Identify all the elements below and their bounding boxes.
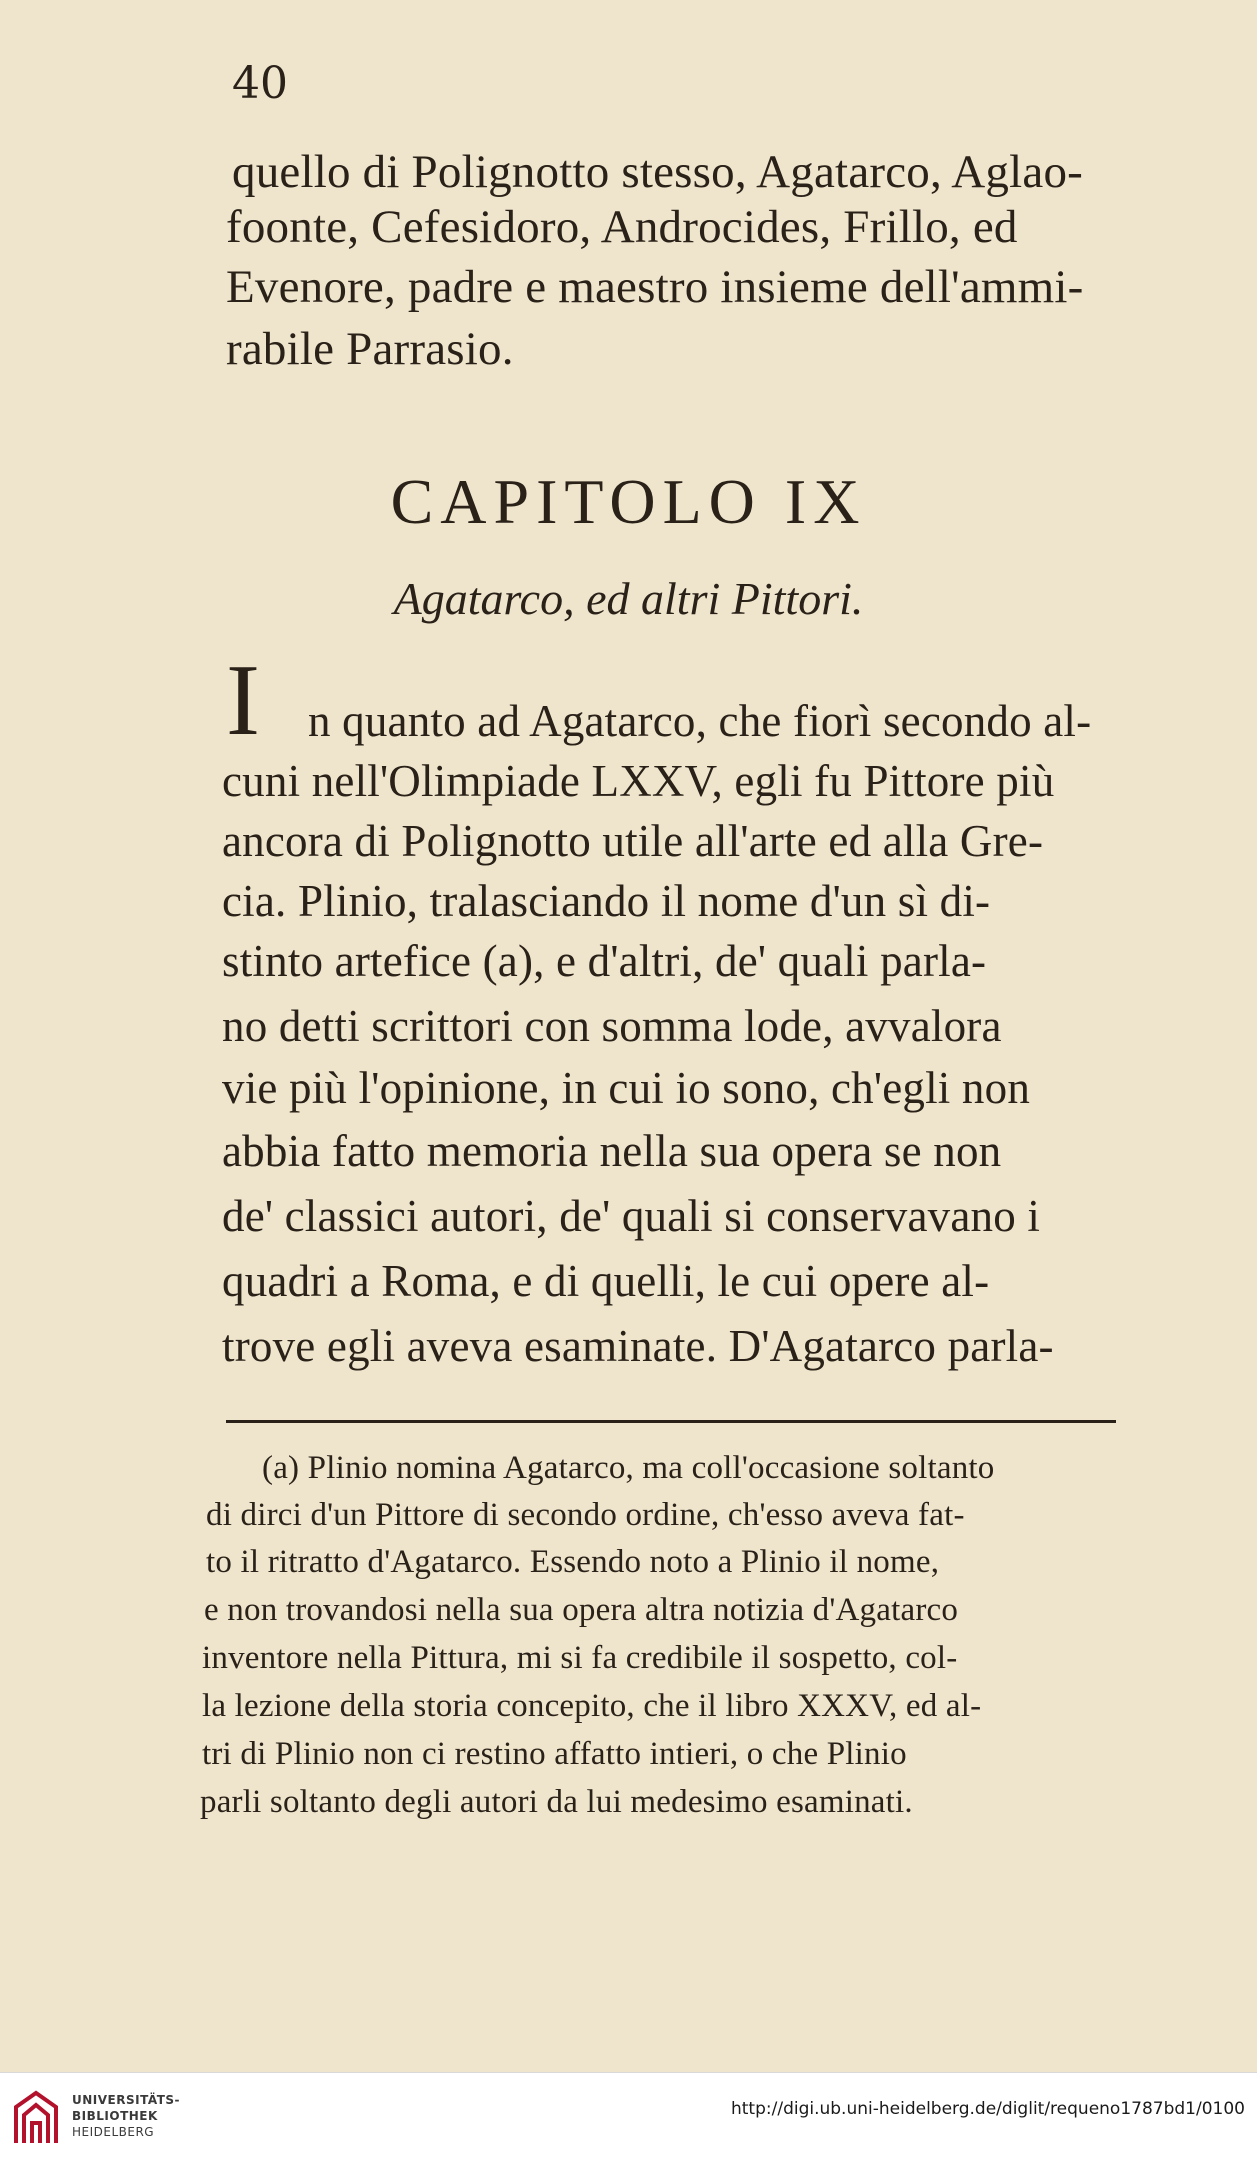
body-line: cia. Plinio, tralasciando il nome d'un sì di-	[222, 876, 991, 926]
drop-cap: I	[226, 644, 260, 757]
body-line: stinto artefice (a), e d'altri, de' quali parla-	[222, 936, 987, 986]
digitization-footer	[0, 2072, 1257, 2163]
body-line: cuni nell'Olimpiade LXXV, egli fu Pittore più	[222, 756, 1055, 806]
top-paragraph-line: rabile Parrasio.	[226, 323, 514, 375]
top-paragraph-line: foonte, Cefesidoro, Androcides, Frillo, ed	[226, 201, 1018, 253]
footnote-rule	[226, 1420, 1116, 1423]
body-line: trove egli aveva esaminate. D'Agatarco parla-	[222, 1321, 1054, 1371]
footnote-line: (a) Plinio nomina Agatarco, ma coll'occasione soltanto	[262, 1450, 995, 1486]
body-line: vie più l'opinione, in cui io sono, ch'egli non	[222, 1063, 1031, 1113]
logo-text-line: BIBLIOTHEK	[72, 2109, 158, 2123]
footnote-line: la lezione della storia concepito, che il libro XXXV, ed al-	[202, 1688, 982, 1724]
logo-text-line: HEIDELBERG	[72, 2125, 155, 2139]
footnote-line: tri di Plinio non ci restino affatto intieri, o che Plinio	[202, 1736, 907, 1772]
footnote-line: e non trovandosi nella sua opera altra notizia d'Agatarco	[204, 1592, 959, 1628]
top-paragraph-line: Evenore, padre e maestro insieme dell'ammi-	[226, 261, 1084, 313]
university-library-logo-icon	[12, 2089, 60, 2147]
body-line: ancora di Polignotto utile all'arte ed alla Gre-	[222, 816, 1044, 866]
top-paragraph-line: quello di Polignotto stesso, Agatarco, Aglao-	[232, 146, 1084, 198]
chapter-title: CAPITOLO IX	[390, 466, 867, 537]
footnote-line: parli soltanto degli autori da lui medesimo esaminati.	[200, 1784, 913, 1820]
body-line: n quanto ad Agatarco, che fiorì secondo al-	[308, 696, 1092, 746]
body-line: de' classici autori, de' quali si conservavano i	[222, 1191, 1041, 1241]
footnote-line: to il ritratto d'Agatarco. Essendo noto a Plinio il nome,	[206, 1544, 940, 1580]
chapter-subtitle: Agatarco, ed altri Pittori.	[393, 573, 864, 624]
body-line: abbia fatto memoria nella sua opera se non	[222, 1126, 1002, 1176]
body-line: quadri a Roma, e di quelli, le cui opere al-	[222, 1256, 990, 1306]
page-number: 40	[232, 58, 288, 109]
source-url-link[interactable]: http://digi.ub.uni-heidelberg.de/diglit/requeno1787bd1/0100	[730, 2099, 1245, 2119]
logo-text-line: UNIVERSITÄTS-	[72, 2093, 181, 2107]
body-line: no detti scrittori con somma lode, avvalora	[222, 1001, 1002, 1051]
footnote-line: di dirci d'un Pittore di secondo ordine, ch'esso aveva fat-	[206, 1497, 965, 1533]
footnote-line: inventore nella Pittura, mi si fa credibile il sospetto, col-	[202, 1640, 958, 1676]
